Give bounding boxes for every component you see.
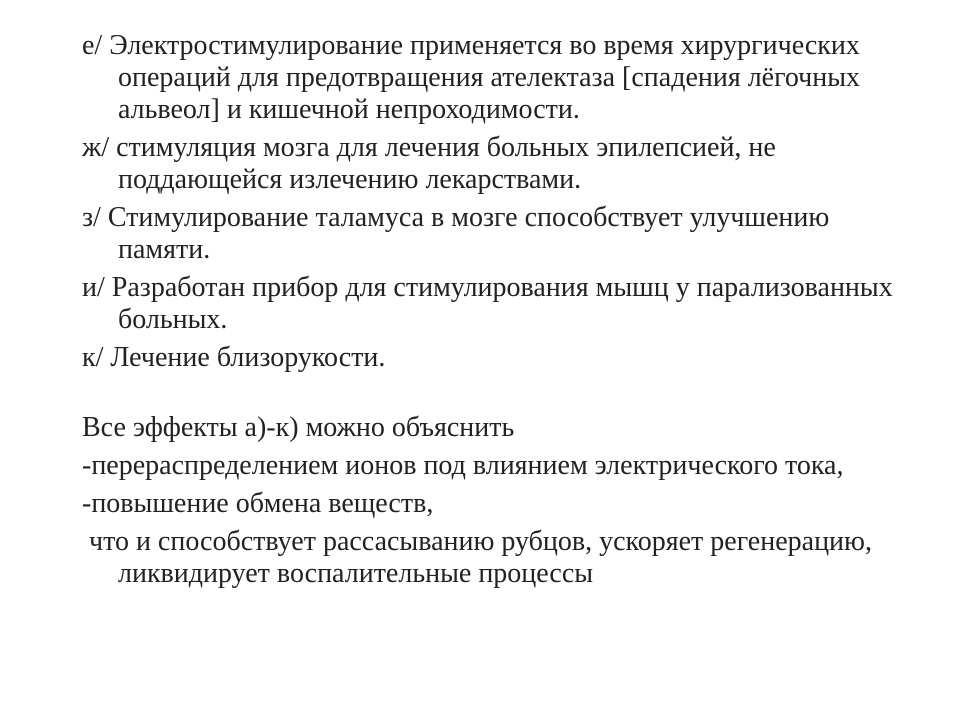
conclusion-point-effects: что и способствует рассасыванию рубцов, ускоряет регенерацию, ликвидирует воспалительные процессы — [82, 526, 879, 589]
slide-content — [82, 30, 922, 590]
conclusion-point-ions: -перераспределением ионов под влиянием электрического тока, — [82, 450, 844, 481]
conclusion-point-metabolism: -повышение обмена веществ, — [82, 488, 434, 519]
item-z: з/ Стимулирование таламуса в мозге способствует улучшению памяти. — [82, 202, 830, 265]
item-zh: ж/ стимуляция мозга для лечения больных эпилепсией, не поддающейся излечению лекарствами. — [82, 132, 776, 195]
item-k: к/ Лечение близорукости. — [82, 342, 386, 373]
item-i: и/ Разработан прибор для стимулирования мышц у парализованных больных. — [82, 272, 893, 335]
conclusion-intro: Все эффекты а)-к) можно объяснить — [82, 412, 515, 443]
item-e: е/ Электростимулирование применяется во время хирургических операций для предотвращения ателектаза [спадения лёгочных альвеол] и кишечной непроходимости. — [82, 30, 861, 125]
